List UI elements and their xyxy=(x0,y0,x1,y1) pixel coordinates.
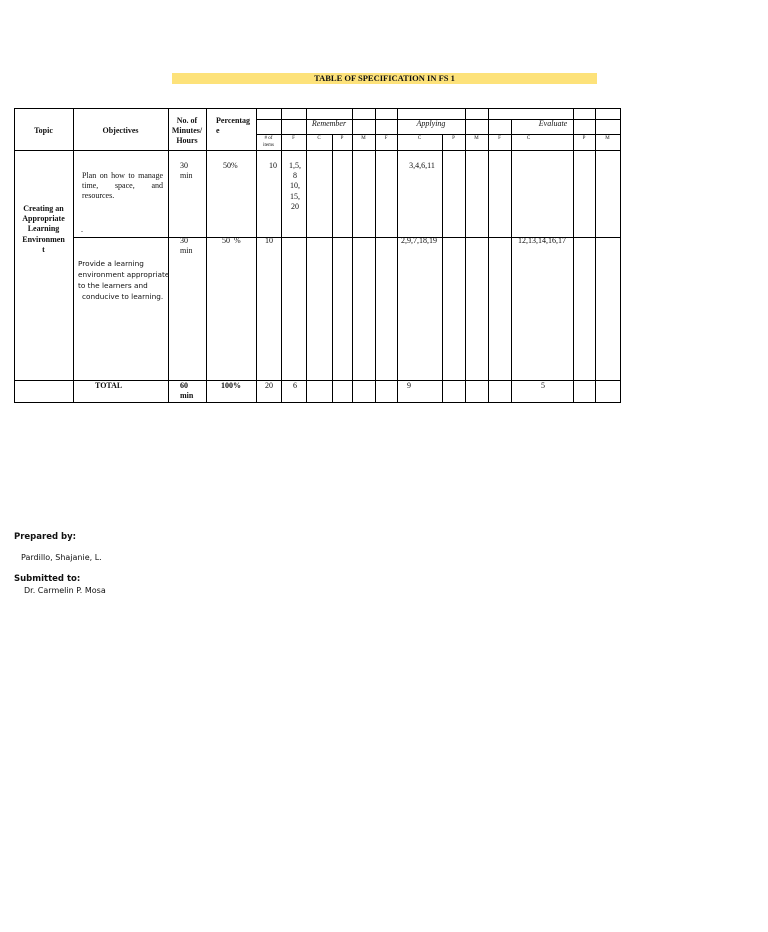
topic-line: Appropriate xyxy=(22,214,65,223)
row1-percentage: 50% xyxy=(223,161,238,170)
header-sub-m: M xyxy=(361,136,366,141)
header-sub-m: M xyxy=(474,136,479,141)
row2-evaluate-c: 12,13,14,16,17 xyxy=(518,236,566,245)
header-applying: Applying xyxy=(416,119,446,128)
row1-applying-c: 3,4,6,11 xyxy=(409,161,435,170)
header-sub-c: C xyxy=(317,136,321,141)
header-sub-m: M xyxy=(605,136,610,141)
total-percentage: 100% xyxy=(221,381,241,390)
header-items-line2: items xyxy=(263,143,274,148)
submitted-to-name: Dr. Carmelin P. Mosa xyxy=(24,586,106,595)
header-sub-f: F xyxy=(384,136,388,141)
row2-applying-c: 2,9,7,18,19 xyxy=(401,236,437,245)
topic-line: Environmen xyxy=(22,235,65,244)
header-remember: Remember xyxy=(311,119,347,128)
row1-remember-f: 10, xyxy=(290,181,300,190)
header-evaluate: Evaluate xyxy=(538,119,568,128)
row2-objective-line: conducive to learning. xyxy=(82,292,164,301)
header-percentage-line1: Percentag xyxy=(216,116,251,125)
row2-percentage: 50 % xyxy=(222,236,241,245)
total-items: 20 xyxy=(265,381,273,390)
total-remember-f: 6 xyxy=(293,381,297,390)
total-applying-c: 9 xyxy=(407,381,411,390)
header-minutes-line2: Minutes/ xyxy=(171,126,203,135)
header-sub-p: P xyxy=(452,136,455,141)
header-sub-p: P xyxy=(340,136,344,141)
prepared-by-label: Prepared by: xyxy=(14,532,77,542)
total-minutes-line1: 60 xyxy=(180,381,188,390)
header-items-line1: # of xyxy=(264,136,273,141)
row2-objective-line: environment appropriate xyxy=(78,270,170,279)
header-sub-f: F xyxy=(292,136,295,141)
submitted-to-label: Submitted to: xyxy=(14,574,81,584)
row2-minutes-line1: 30 xyxy=(180,236,188,245)
row1-objective-trailing: . xyxy=(81,225,83,234)
header-minutes-line1: No. of xyxy=(176,116,198,125)
header-sub-c: C xyxy=(526,136,531,141)
header-objectives: Objectives xyxy=(102,126,139,135)
total-label: TOTAL xyxy=(95,381,123,390)
header-minutes-line3: Hours xyxy=(176,136,198,145)
row2-objective-line: to the learners and xyxy=(78,281,148,290)
table-title: TABLE OF SPECIFICATION IN FS 1 xyxy=(172,73,597,84)
row2-objective-line: Provide a learning xyxy=(78,259,144,268)
header-sub-f: F xyxy=(498,136,501,141)
total-minutes-line2: min xyxy=(180,391,194,400)
row1-objective: Plan on how to manage time, space, and resources. xyxy=(82,171,163,200)
topic-line: t xyxy=(42,245,45,254)
row1-remember-f: 20 xyxy=(291,202,299,211)
row2-minutes-line2: min xyxy=(180,246,193,255)
total-evaluate-c: 5 xyxy=(541,381,545,390)
header-sub-p: P xyxy=(582,136,586,141)
topic-line: Learning xyxy=(27,224,60,233)
row1-items: 10 xyxy=(269,161,277,170)
prepared-by-name: Pardillo, Shajanie, L. xyxy=(21,553,102,562)
header-topic: Topic xyxy=(34,126,53,135)
row2-items: 10 xyxy=(265,236,273,245)
row1-remember-f: 1,5, xyxy=(289,161,301,170)
header-percentage-line2: e xyxy=(216,126,220,135)
row1-remember-f: 15, xyxy=(290,192,300,201)
row1-remember-f: 8 xyxy=(293,171,297,180)
row1-minutes-line1: 30 xyxy=(180,161,188,170)
topic-line: Creating an xyxy=(23,204,64,213)
row1-minutes-line2: min xyxy=(180,171,193,180)
header-sub-c: C xyxy=(417,136,422,141)
